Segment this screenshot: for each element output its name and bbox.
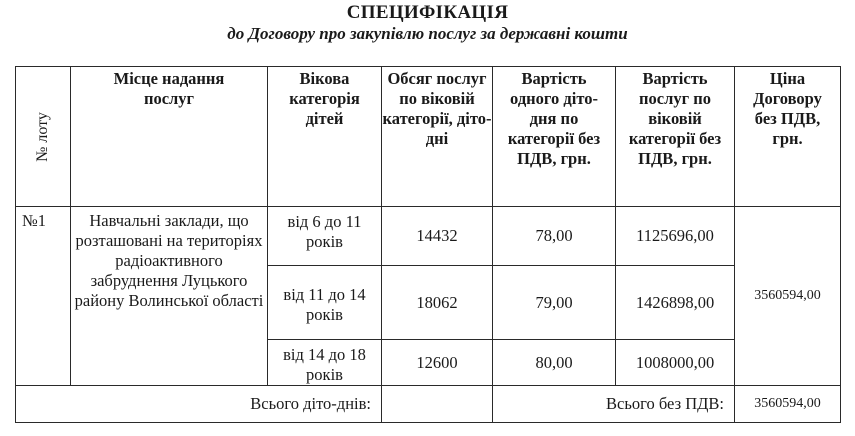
total-no-vat-value: 3560594,00 [735, 386, 841, 423]
header-row [16, 67, 841, 207]
header-lot [16, 67, 71, 207]
contract-price-cell: 3560594,00 [735, 207, 841, 386]
cost-day-cell: 80,00 [493, 340, 616, 386]
header-age: Вікова категорія дітей [268, 67, 382, 207]
header-volume: Обсяг послуг по віковій категорії, діто-дні [382, 67, 493, 207]
totals-row [16, 386, 841, 423]
document-title: СПЕЦИФІКАЦІЯ [346, 2, 509, 23]
header-cost-day: Вартість одного діто-дня по категорії без ПДВ, грн. [493, 67, 616, 207]
place-cell: Навчальні заклади, що розташовані на територіях радіоактивного забруднення Луцького району Волинської області [71, 207, 268, 386]
volume-cell: 18062 [382, 266, 493, 340]
header-cost-age: Вартість послуг по віковій категорії без ПДВ, грн. [616, 67, 735, 207]
cost-age-cell: 1426898,00 [616, 266, 735, 340]
table-row [16, 207, 841, 266]
age-cell: від 11 до 14 років [268, 266, 382, 340]
age-cell: від 14 до 18 років [268, 340, 382, 386]
total-no-vat-label: Всього без ПДВ: [493, 386, 735, 423]
specification-table [15, 66, 841, 423]
volume-cell: 12600 [382, 340, 493, 386]
lot-number: №1 [16, 207, 71, 386]
header-lot-label: № лоту [34, 111, 51, 162]
total-days-value [382, 386, 493, 423]
cost-day-cell: 78,00 [493, 207, 616, 266]
header-price: Ціна Договору без ПДВ, грн. [735, 67, 841, 207]
header-place: Місце надання послуг [71, 67, 268, 207]
age-cell: від 6 до 11 років [268, 207, 382, 266]
cost-age-cell: 1008000,00 [616, 340, 735, 386]
cost-day-cell: 79,00 [493, 266, 616, 340]
volume-cell: 14432 [382, 207, 493, 266]
document-subtitle: до Договору про закупівлю послуг за державні кошти [227, 24, 628, 43]
total-days-label: Всього діто-днів: [16, 386, 382, 423]
cost-age-cell: 1125696,00 [616, 207, 735, 266]
